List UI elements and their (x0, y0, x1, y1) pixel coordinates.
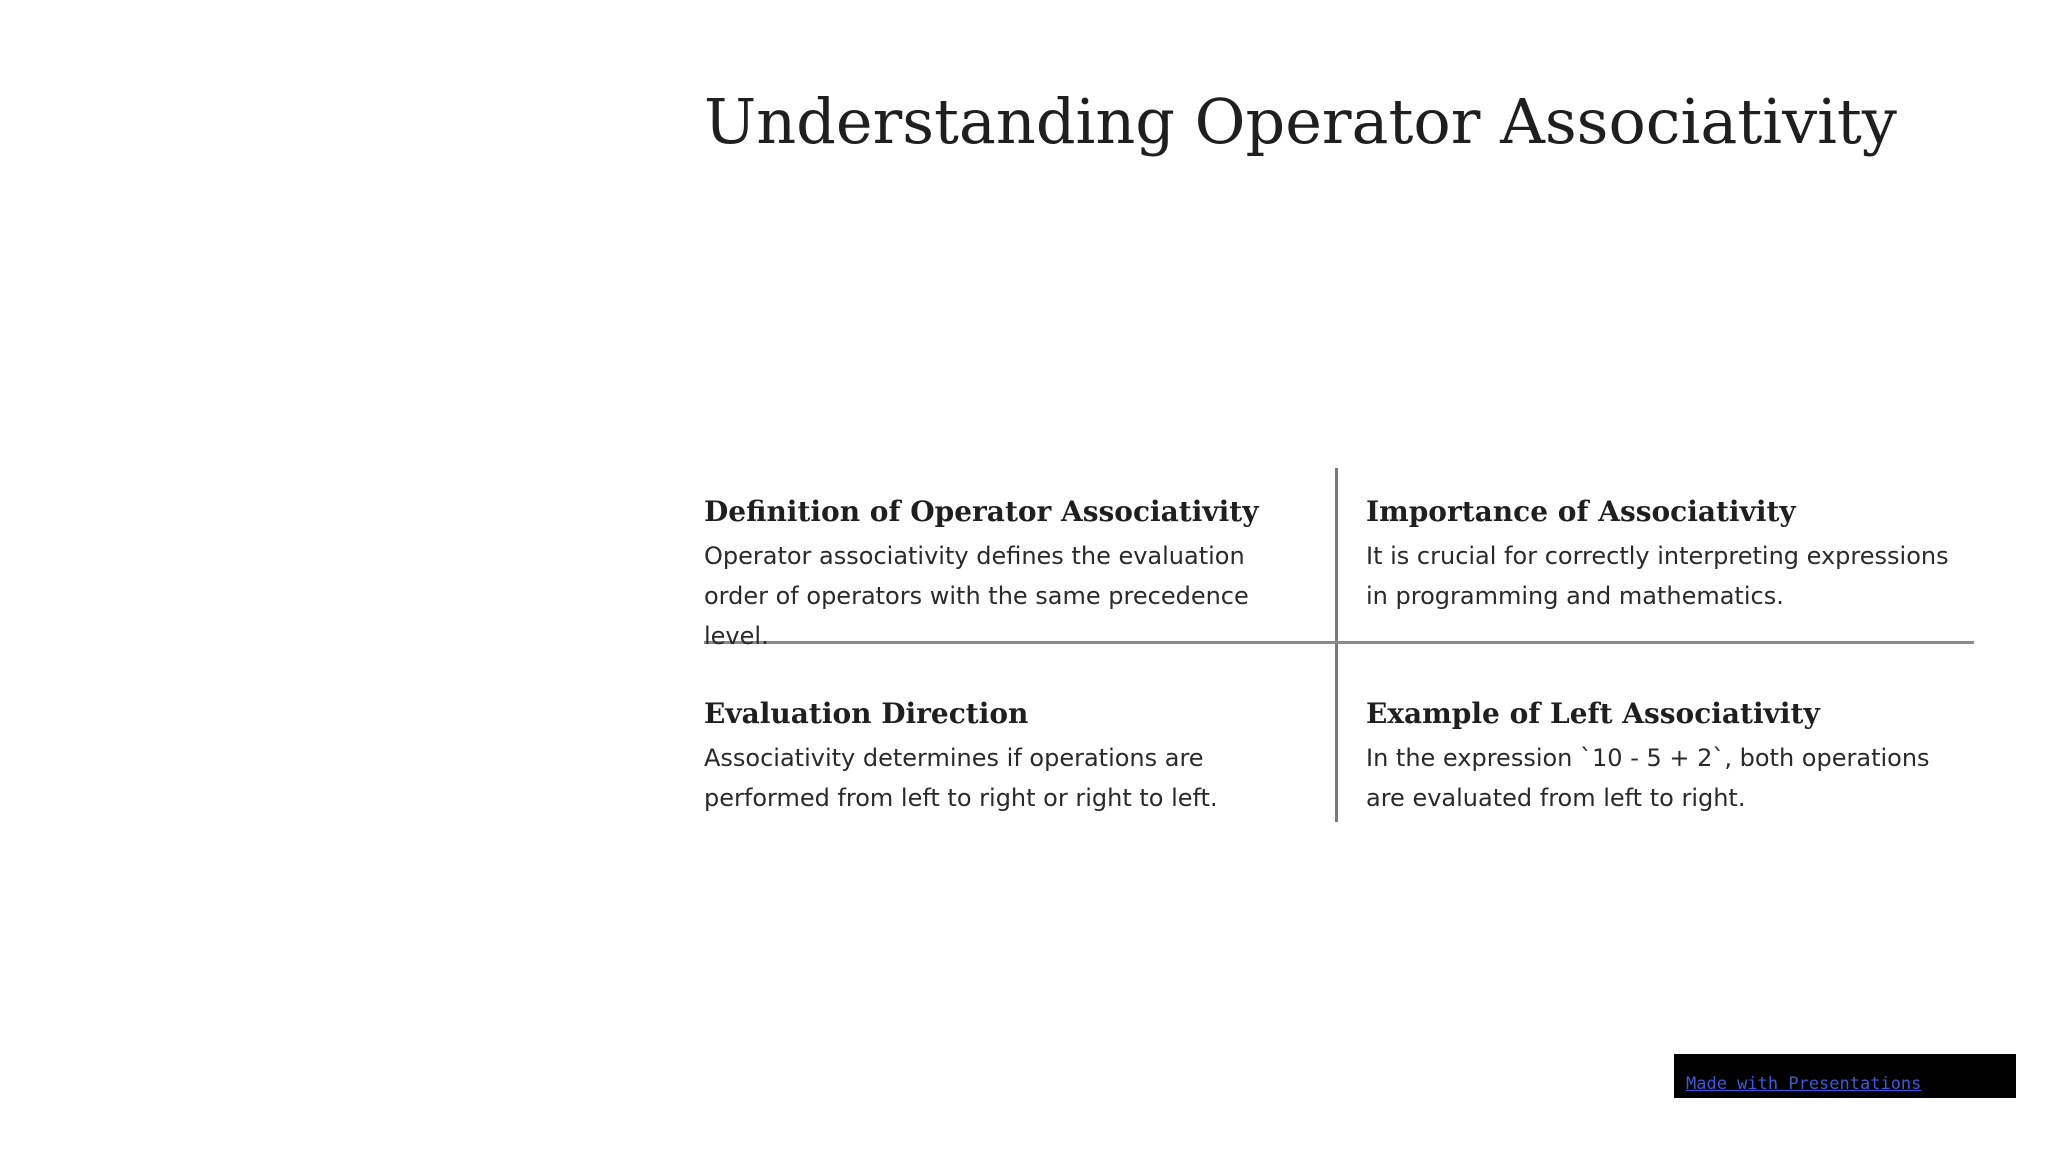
card-left-associativity-example (1366, 696, 1966, 818)
card-body: Operator associativity defines the evaluation order of operators with the same precedence level. (704, 542, 1249, 650)
card-importance (1366, 494, 1966, 616)
made-with-badge (1674, 1054, 2016, 1098)
card-heading: Importance of Associativity (1366, 495, 1796, 528)
card-heading: Evaluation Direction (704, 697, 1029, 730)
card-definition (704, 494, 1304, 656)
card-body: In the expression `10 - 5 + 2`, both operations are evaluated from left to right. (1366, 744, 1930, 812)
card-body: It is crucial for correctly interpreting expressions in programming and mathematics. (1366, 542, 1949, 610)
slide-title: Understanding Operator Associativity (704, 85, 1897, 158)
card-heading: Definition of Operator Associativity (704, 495, 1259, 528)
content-grid (704, 468, 1974, 822)
vertical-divider (1335, 468, 1338, 822)
card-evaluation-direction (704, 696, 1304, 818)
card-heading: Example of Left Associativity (1366, 697, 1820, 730)
card-body: Associativity determines if operations are performed from left to right or right to left. (704, 744, 1218, 812)
made-with-link[interactable]: Made with Presentations (1686, 1074, 1922, 1094)
